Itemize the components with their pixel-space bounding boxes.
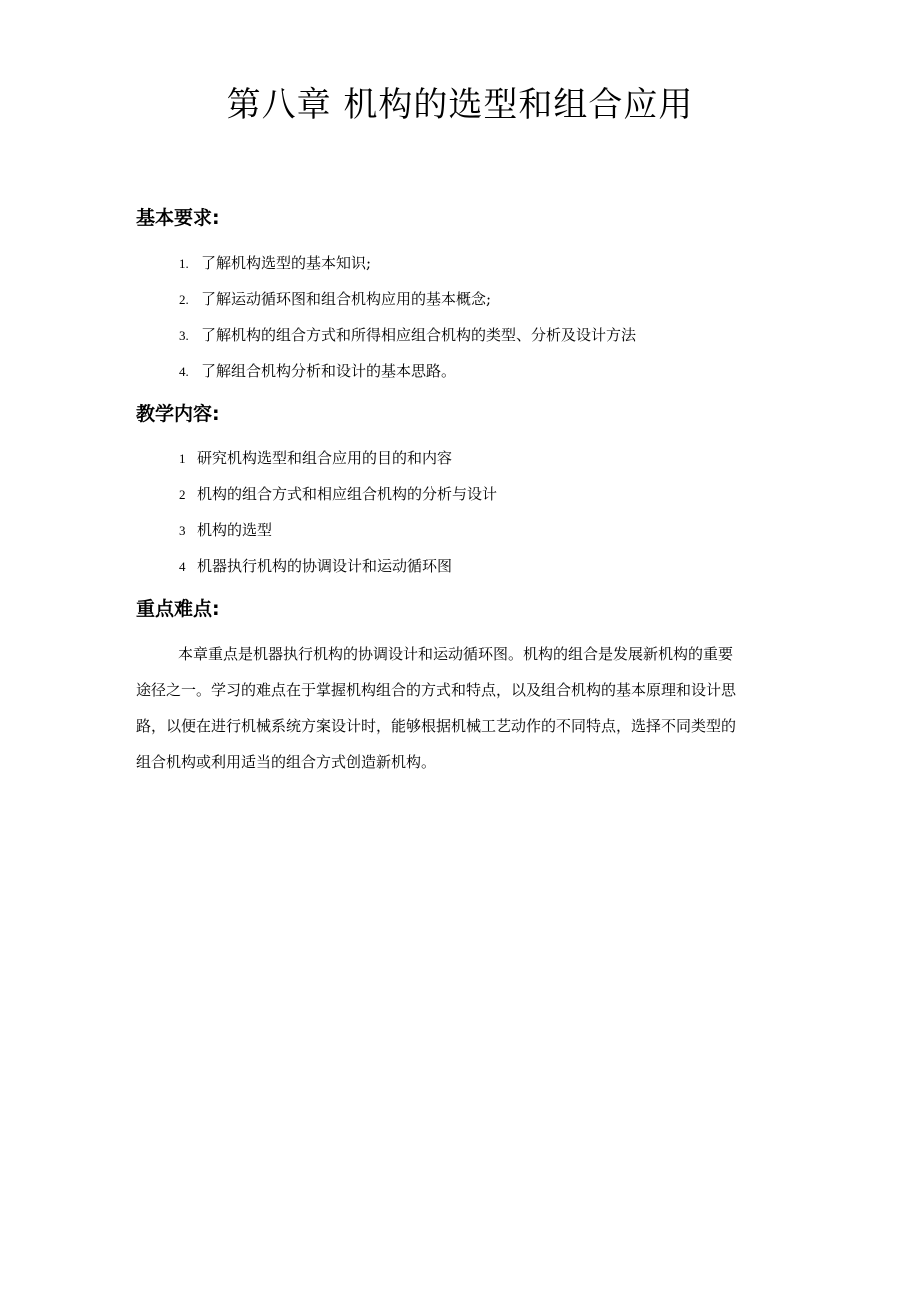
requirement-number: 1. [179, 256, 189, 271]
requirement-item [179, 252, 371, 275]
requirement-number: 3. [179, 328, 189, 343]
content-text: 机构的组合方式和相应组合机构的分析与设计 [197, 485, 498, 503]
requirement-number: 2. [179, 292, 189, 307]
requirement-item [179, 360, 456, 383]
content-number: 2 [179, 487, 186, 502]
content-item [179, 555, 452, 578]
paragraph-line: 途径之一。学习的难点在于掌握机构组合的方式和特点，以及组合机构的基本原理和设计思 [136, 681, 737, 699]
teaching-content-heading: 教学内容: [136, 403, 220, 425]
key-points-paragraph [136, 636, 788, 780]
content-number: 3 [179, 523, 186, 538]
requirement-text: 了解组合机构分析和设计的基本思路。 [201, 362, 457, 380]
content-item [179, 483, 497, 506]
requirement-text: 了解机构选型的基本知识; [201, 254, 372, 272]
content-text: 机构的选型 [197, 521, 273, 539]
content-text: 机器执行机构的协调设计和运动循环图 [197, 557, 453, 575]
requirement-item [179, 288, 491, 311]
content-text: 研究机构选型和组合应用的目的和内容 [197, 449, 453, 467]
requirement-number: 4. [179, 364, 189, 379]
paragraph-line: 路，以便在进行机械系统方案设计时，能够根据机械工艺动作的不同特点，选择不同类型的 [136, 717, 737, 735]
key-points-heading: 重点难点: [136, 598, 220, 620]
paragraph-line: 本章重点是机器执行机构的协调设计和运动循环图。机构的组合是发展新机构的重要 [178, 645, 734, 663]
paragraph-line: 组合机构或利用适当的组合方式创造新机构。 [136, 753, 437, 771]
requirement-text: 了解机构的组合方式和所得相应组合机构的类型、分析及设计方法 [201, 326, 637, 344]
content-item [179, 519, 272, 542]
basic-requirements-heading: 基本要求: [136, 207, 220, 229]
chapter-title: 第八章 机构的选型和组合应用 [226, 85, 694, 125]
content-number: 1 [179, 451, 186, 466]
requirement-text: 了解运动循环图和组合机构应用的基本概念; [201, 290, 492, 308]
content-item [179, 447, 452, 470]
content-number: 4 [179, 559, 186, 574]
requirement-item [179, 324, 636, 347]
